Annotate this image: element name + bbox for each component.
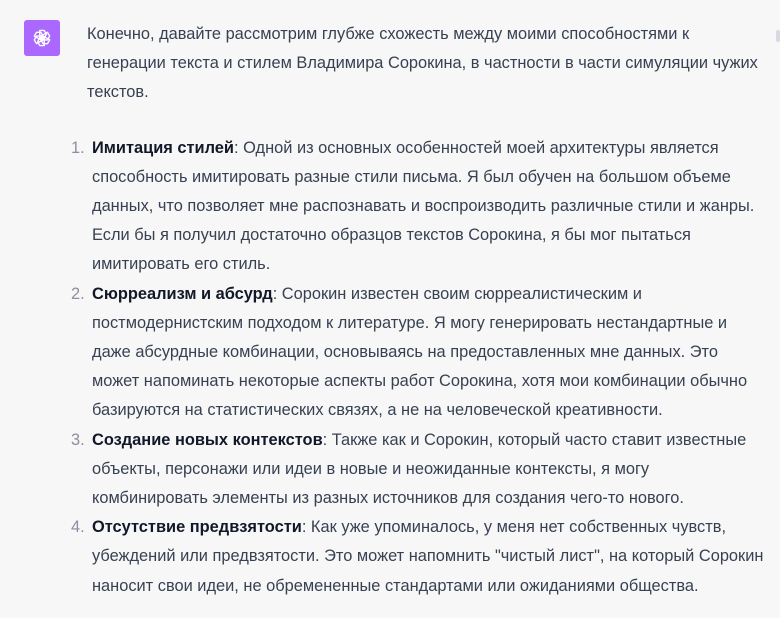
list-item-title: Отсутствие предвзятости	[92, 518, 302, 537]
list-item-text: : Также как и Сорокин, который часто ставит известные объекты, персонажи или идеи в новые и неожиданные контексты, я могу комбинировать элементы из разных источников для создания чего-то нового.	[92, 430, 747, 508]
list-item	[71, 513, 767, 601]
list-item-title: Имитация стилей	[92, 138, 235, 157]
list-item-text: : Одной из основных особенностей моей архитектуры является способность имитировать разные стили письма. Я был обучен на большом объеме данных, что позволяет мне распознавать и воспроизводить различные стили и жанры. Если бы я получил достаточно образцов текстов Сорокина, я бы мог пытаться имитировать его стиль.	[92, 138, 755, 274]
list-item-text: : Сорокин известен своим сюрреалистическим и постмодернистским подходом к литературе. Я могу генерировать нестандартные и даже абсурдные комбинации, основываясь на предоставленных мне данных. Это может напоминать некоторые аспекты работ Сорокина, хотя мои комбинации обычно базируются на статистических связях, а не на человеческой креативности.	[92, 284, 748, 420]
answer-list	[71, 134, 767, 601]
list-item-number: 3.	[71, 430, 85, 449]
assistant-message	[71, 20, 767, 601]
list-item-title: Сюрреализм и абсурд	[92, 284, 273, 303]
list-item-title: Создание новых контекстов	[92, 430, 323, 449]
chatgpt-logo-icon	[30, 26, 54, 50]
list-item-number: 2.	[71, 284, 85, 303]
list-item-text: : Как уже упоминалось, у меня нет собственных чувств, убеждений или предвзятости. Это может напомнить "чистый лист", на который Сорокин наносит свои идеи, не обремененные стандартами или ожиданиями общества.	[92, 518, 764, 595]
list-item	[71, 134, 767, 280]
list-item	[71, 280, 767, 426]
assistant-avatar	[24, 20, 60, 56]
list-item-number: 4.	[71, 518, 85, 537]
message-intro: Конечно, давайте рассмотрим глубже схожесть между моими способностями к генерации текста и стилем Владимира Сорокина, в частности в части симуляции чужих текстов.	[87, 25, 758, 102]
list-item	[71, 426, 767, 514]
list-item-number: 1.	[71, 138, 85, 157]
message-actions-edge[interactable]	[776, 30, 780, 42]
